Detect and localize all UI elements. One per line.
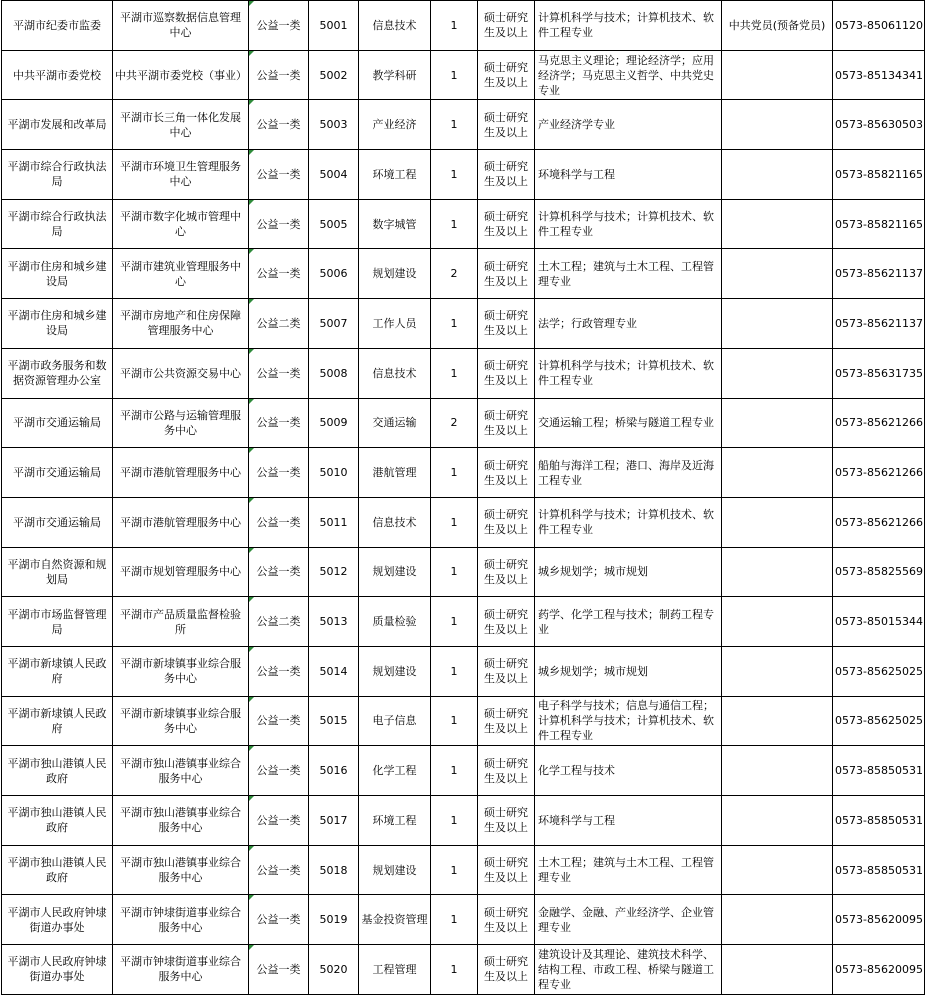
contact-phone-cell: 0573-85630503 bbox=[833, 100, 925, 150]
position-name-cell: 交通运输 bbox=[359, 398, 431, 448]
major-requirement-cell: 城乡规划学；城市规划 bbox=[535, 646, 722, 696]
contact-phone-cell: 0573-85821165 bbox=[833, 150, 925, 200]
headcount-cell: 2 bbox=[431, 249, 478, 299]
other-requirement-cell bbox=[722, 348, 833, 398]
headcount-cell: 1 bbox=[431, 1, 478, 51]
position-code-cell: 5016 bbox=[309, 746, 359, 796]
major-requirement-cell: 计算机科学与技术；计算机技术、软件工程专业 bbox=[535, 497, 722, 547]
contact-phone-cell: 0573-85134341 bbox=[833, 50, 925, 100]
headcount-cell: 1 bbox=[431, 746, 478, 796]
position-code-cell: 5008 bbox=[309, 348, 359, 398]
hiring-unit-cell: 平湖市数字化城市管理中心 bbox=[113, 199, 249, 249]
funding-type-cell: 公益一类 bbox=[249, 646, 309, 696]
other-requirement-cell bbox=[722, 50, 833, 100]
education-cell: 硕士研究生及以上 bbox=[478, 796, 535, 846]
position-code-cell: 5015 bbox=[309, 696, 359, 746]
department-cell: 平湖市综合行政执法局 bbox=[2, 150, 113, 200]
hiring-unit-cell: 平湖市巡察数据信息管理中心 bbox=[113, 1, 249, 51]
education-cell: 硕士研究生及以上 bbox=[478, 398, 535, 448]
contact-phone-cell: 0573-85625025 bbox=[833, 696, 925, 746]
table-row bbox=[2, 646, 925, 696]
department-cell: 平湖市新埭镇人民政府 bbox=[2, 696, 113, 746]
table-row bbox=[2, 249, 925, 299]
table-row bbox=[2, 199, 925, 249]
position-code-cell: 5011 bbox=[309, 497, 359, 547]
education-cell: 硕士研究生及以上 bbox=[478, 50, 535, 100]
department-cell: 平湖市交通运输局 bbox=[2, 448, 113, 498]
education-cell: 硕士研究生及以上 bbox=[478, 497, 535, 547]
hiring-unit-cell: 平湖市建筑业管理服务中心 bbox=[113, 249, 249, 299]
department-cell: 平湖市住房和城乡建设局 bbox=[2, 249, 113, 299]
contact-phone-cell: 0573-85621266 bbox=[833, 448, 925, 498]
table-row bbox=[2, 299, 925, 349]
education-cell: 硕士研究生及以上 bbox=[478, 746, 535, 796]
major-requirement-cell: 城乡规划学；城市规划 bbox=[535, 547, 722, 597]
education-cell: 硕士研究生及以上 bbox=[478, 199, 535, 249]
headcount-cell: 1 bbox=[431, 448, 478, 498]
position-code-cell: 5012 bbox=[309, 547, 359, 597]
contact-phone-cell: 0573-85825569 bbox=[833, 547, 925, 597]
position-code-cell: 5009 bbox=[309, 398, 359, 448]
funding-type-cell: 公益一类 bbox=[249, 696, 309, 746]
hiring-unit-cell: 平湖市独山港镇事业综合服务中心 bbox=[113, 746, 249, 796]
position-code-cell: 5005 bbox=[309, 199, 359, 249]
funding-type-cell: 公益一类 bbox=[249, 497, 309, 547]
department-cell: 平湖市政务服务和数据资源管理办公室 bbox=[2, 348, 113, 398]
contact-phone-cell: 0573-85631735 bbox=[833, 348, 925, 398]
hiring-unit-cell: 平湖市新埭镇事业综合服务中心 bbox=[113, 646, 249, 696]
table-body bbox=[2, 1, 925, 995]
contact-phone-cell: 0573-85061120 bbox=[833, 1, 925, 51]
contact-phone-cell: 0573-85625025 bbox=[833, 646, 925, 696]
major-requirement-cell: 金融学、金融、产业经济学、企业管理专业 bbox=[535, 895, 722, 945]
funding-type-cell: 公益二类 bbox=[249, 597, 309, 647]
department-cell: 平湖市人民政府钟埭街道办事处 bbox=[2, 895, 113, 945]
department-cell: 平湖市人民政府钟埭街道办事处 bbox=[2, 945, 113, 995]
department-cell: 中共平湖市委党校 bbox=[2, 50, 113, 100]
hiring-unit-cell: 平湖市港航管理服务中心 bbox=[113, 497, 249, 547]
funding-type-cell: 公益一类 bbox=[249, 746, 309, 796]
department-cell: 平湖市纪委市监委 bbox=[2, 1, 113, 51]
other-requirement-cell bbox=[722, 945, 833, 995]
major-requirement-cell: 药学、化学工程与技术；制药工程专业 bbox=[535, 597, 722, 647]
major-requirement-cell: 计算机科学与技术；计算机技术、软件工程专业 bbox=[535, 348, 722, 398]
other-requirement-cell bbox=[722, 796, 833, 846]
education-cell: 硕士研究生及以上 bbox=[478, 646, 535, 696]
education-cell: 硕士研究生及以上 bbox=[478, 945, 535, 995]
other-requirement-cell: 中共党员(预备党员) bbox=[722, 1, 833, 51]
hiring-unit-cell: 平湖市房地产和住房保障管理服务中心 bbox=[113, 299, 249, 349]
major-requirement-cell: 计算机科学与技术；计算机技术、软件工程专业 bbox=[535, 199, 722, 249]
department-cell: 平湖市市场监督管理局 bbox=[2, 597, 113, 647]
education-cell: 硕士研究生及以上 bbox=[478, 448, 535, 498]
table-row bbox=[2, 746, 925, 796]
position-code-cell: 5006 bbox=[309, 249, 359, 299]
position-code-cell: 5003 bbox=[309, 100, 359, 150]
funding-type-cell: 公益一类 bbox=[249, 547, 309, 597]
department-cell: 平湖市发展和改革局 bbox=[2, 100, 113, 150]
headcount-cell: 1 bbox=[431, 696, 478, 746]
headcount-cell: 2 bbox=[431, 398, 478, 448]
headcount-cell: 1 bbox=[431, 50, 478, 100]
funding-type-cell: 公益一类 bbox=[249, 796, 309, 846]
contact-phone-cell: 0573-85620095 bbox=[833, 945, 925, 995]
other-requirement-cell bbox=[722, 249, 833, 299]
contact-phone-cell: 0573-85850531 bbox=[833, 845, 925, 895]
department-cell: 平湖市独山港镇人民政府 bbox=[2, 746, 113, 796]
headcount-cell: 1 bbox=[431, 646, 478, 696]
major-requirement-cell: 建筑设计及其理论、建筑技术科学、结构工程、市政工程、桥梁与隧道工程专业 bbox=[535, 945, 722, 995]
headcount-cell: 1 bbox=[431, 100, 478, 150]
other-requirement-cell bbox=[722, 150, 833, 200]
contact-phone-cell: 0573-85621137 bbox=[833, 249, 925, 299]
position-code-cell: 5010 bbox=[309, 448, 359, 498]
major-requirement-cell: 产业经济学专业 bbox=[535, 100, 722, 150]
major-requirement-cell: 马克思主义理论；理论经济学；应用经济学；马克思主义哲学、中共党史专业 bbox=[535, 50, 722, 100]
other-requirement-cell bbox=[722, 845, 833, 895]
table-row bbox=[2, 398, 925, 448]
department-cell: 平湖市住房和城乡建设局 bbox=[2, 299, 113, 349]
position-name-cell: 规划建设 bbox=[359, 646, 431, 696]
major-requirement-cell: 法学；行政管理专业 bbox=[535, 299, 722, 349]
other-requirement-cell bbox=[722, 895, 833, 945]
funding-type-cell: 公益一类 bbox=[249, 249, 309, 299]
position-name-cell: 规划建设 bbox=[359, 547, 431, 597]
table-row bbox=[2, 1, 925, 51]
table-row bbox=[2, 845, 925, 895]
table-row bbox=[2, 547, 925, 597]
headcount-cell: 1 bbox=[431, 150, 478, 200]
position-code-cell: 5019 bbox=[309, 895, 359, 945]
funding-type-cell: 公益一类 bbox=[249, 398, 309, 448]
contact-phone-cell: 0573-85821165 bbox=[833, 199, 925, 249]
position-code-cell: 5004 bbox=[309, 150, 359, 200]
department-cell: 平湖市交通运输局 bbox=[2, 398, 113, 448]
funding-type-cell: 公益一类 bbox=[249, 448, 309, 498]
other-requirement-cell bbox=[722, 100, 833, 150]
hiring-unit-cell: 平湖市环境卫生管理服务中心 bbox=[113, 150, 249, 200]
position-name-cell: 规划建设 bbox=[359, 845, 431, 895]
position-name-cell: 教学科研 bbox=[359, 50, 431, 100]
contact-phone-cell: 0573-85621137 bbox=[833, 299, 925, 349]
major-requirement-cell: 环境科学与工程 bbox=[535, 796, 722, 846]
position-name-cell: 环境工程 bbox=[359, 150, 431, 200]
position-code-cell: 5002 bbox=[309, 50, 359, 100]
headcount-cell: 1 bbox=[431, 199, 478, 249]
hiring-unit-cell: 平湖市独山港镇事业综合服务中心 bbox=[113, 796, 249, 846]
table-row bbox=[2, 696, 925, 746]
position-code-cell: 5020 bbox=[309, 945, 359, 995]
education-cell: 硕士研究生及以上 bbox=[478, 845, 535, 895]
position-name-cell: 化学工程 bbox=[359, 746, 431, 796]
contact-phone-cell: 0573-85850531 bbox=[833, 796, 925, 846]
position-name-cell: 环境工程 bbox=[359, 796, 431, 846]
major-requirement-cell: 环境科学与工程 bbox=[535, 150, 722, 200]
other-requirement-cell bbox=[722, 199, 833, 249]
department-cell: 平湖市独山港镇人民政府 bbox=[2, 796, 113, 846]
contact-phone-cell: 0573-85850531 bbox=[833, 746, 925, 796]
position-name-cell: 电子信息 bbox=[359, 696, 431, 746]
position-name-cell: 港航管理 bbox=[359, 448, 431, 498]
other-requirement-cell bbox=[722, 497, 833, 547]
education-cell: 硕士研究生及以上 bbox=[478, 895, 535, 945]
headcount-cell: 1 bbox=[431, 895, 478, 945]
position-name-cell: 工程管理 bbox=[359, 945, 431, 995]
hiring-unit-cell: 平湖市长三角一体化发展中心 bbox=[113, 100, 249, 150]
hiring-unit-cell: 平湖市钟埭街道事业综合服务中心 bbox=[113, 945, 249, 995]
funding-type-cell: 公益一类 bbox=[249, 1, 309, 51]
table-row bbox=[2, 50, 925, 100]
table-row bbox=[2, 448, 925, 498]
other-requirement-cell bbox=[722, 398, 833, 448]
education-cell: 硕士研究生及以上 bbox=[478, 249, 535, 299]
table-row bbox=[2, 100, 925, 150]
headcount-cell: 1 bbox=[431, 547, 478, 597]
position-name-cell: 数字城管 bbox=[359, 199, 431, 249]
table-row bbox=[2, 597, 925, 647]
headcount-cell: 1 bbox=[431, 845, 478, 895]
funding-type-cell: 公益一类 bbox=[249, 348, 309, 398]
position-code-cell: 5007 bbox=[309, 299, 359, 349]
funding-type-cell: 公益一类 bbox=[249, 100, 309, 150]
position-name-cell: 规划建设 bbox=[359, 249, 431, 299]
department-cell: 平湖市综合行政执法局 bbox=[2, 199, 113, 249]
position-code-cell: 5013 bbox=[309, 597, 359, 647]
funding-type-cell: 公益一类 bbox=[249, 845, 309, 895]
funding-type-cell: 公益一类 bbox=[249, 150, 309, 200]
contact-phone-cell: 0573-85621266 bbox=[833, 398, 925, 448]
contact-phone-cell: 0573-85620095 bbox=[833, 895, 925, 945]
position-name-cell: 质量检验 bbox=[359, 597, 431, 647]
education-cell: 硕士研究生及以上 bbox=[478, 696, 535, 746]
position-code-cell: 5014 bbox=[309, 646, 359, 696]
education-cell: 硕士研究生及以上 bbox=[478, 348, 535, 398]
education-cell: 硕士研究生及以上 bbox=[478, 150, 535, 200]
position-name-cell: 产业经济 bbox=[359, 100, 431, 150]
recruitment-table bbox=[1, 0, 925, 995]
hiring-unit-cell: 平湖市新埭镇事业综合服务中心 bbox=[113, 696, 249, 746]
hiring-unit-cell: 平湖市公路与运输管理服务中心 bbox=[113, 398, 249, 448]
table-row bbox=[2, 945, 925, 995]
education-cell: 硕士研究生及以上 bbox=[478, 100, 535, 150]
table-row bbox=[2, 796, 925, 846]
position-name-cell: 工作人员 bbox=[359, 299, 431, 349]
other-requirement-cell bbox=[722, 646, 833, 696]
position-code-cell: 5017 bbox=[309, 796, 359, 846]
position-code-cell: 5001 bbox=[309, 1, 359, 51]
headcount-cell: 1 bbox=[431, 945, 478, 995]
hiring-unit-cell: 中共平湖市委党校（事业） bbox=[113, 50, 249, 100]
other-requirement-cell bbox=[722, 547, 833, 597]
other-requirement-cell bbox=[722, 746, 833, 796]
funding-type-cell: 公益一类 bbox=[249, 945, 309, 995]
funding-type-cell: 公益一类 bbox=[249, 199, 309, 249]
funding-type-cell: 公益一类 bbox=[249, 895, 309, 945]
education-cell: 硕士研究生及以上 bbox=[478, 597, 535, 647]
major-requirement-cell: 电子科学与技术；信息与通信工程；计算机科学与技术；计算机技术、软件工程专业 bbox=[535, 696, 722, 746]
table-row bbox=[2, 150, 925, 200]
hiring-unit-cell: 平湖市钟埭街道事业综合服务中心 bbox=[113, 895, 249, 945]
hiring-unit-cell: 平湖市公共资源交易中心 bbox=[113, 348, 249, 398]
hiring-unit-cell: 平湖市独山港镇事业综合服务中心 bbox=[113, 845, 249, 895]
headcount-cell: 1 bbox=[431, 796, 478, 846]
table-row bbox=[2, 348, 925, 398]
position-name-cell: 基金投资管理 bbox=[359, 895, 431, 945]
position-name-cell: 信息技术 bbox=[359, 497, 431, 547]
department-cell: 平湖市新埭镇人民政府 bbox=[2, 646, 113, 696]
position-code-cell: 5018 bbox=[309, 845, 359, 895]
other-requirement-cell bbox=[722, 696, 833, 746]
major-requirement-cell: 土木工程；建筑与土木工程、工程管理专业 bbox=[535, 249, 722, 299]
other-requirement-cell bbox=[722, 299, 833, 349]
education-cell: 硕士研究生及以上 bbox=[478, 547, 535, 597]
hiring-unit-cell: 平湖市产品质量监督检验所 bbox=[113, 597, 249, 647]
table-row bbox=[2, 895, 925, 945]
contact-phone-cell: 0573-85015344 bbox=[833, 597, 925, 647]
table-row bbox=[2, 497, 925, 547]
headcount-cell: 1 bbox=[431, 299, 478, 349]
other-requirement-cell bbox=[722, 448, 833, 498]
department-cell: 平湖市交通运输局 bbox=[2, 497, 113, 547]
headcount-cell: 1 bbox=[431, 597, 478, 647]
funding-type-cell: 公益二类 bbox=[249, 299, 309, 349]
education-cell: 硕士研究生及以上 bbox=[478, 299, 535, 349]
major-requirement-cell: 交通运输工程；桥梁与隧道工程专业 bbox=[535, 398, 722, 448]
hiring-unit-cell: 平湖市规划管理服务中心 bbox=[113, 547, 249, 597]
position-name-cell: 信息技术 bbox=[359, 1, 431, 51]
contact-phone-cell: 0573-85621266 bbox=[833, 497, 925, 547]
position-name-cell: 信息技术 bbox=[359, 348, 431, 398]
major-requirement-cell: 船舶与海洋工程；港口、海岸及近海工程专业 bbox=[535, 448, 722, 498]
other-requirement-cell bbox=[722, 597, 833, 647]
funding-type-cell: 公益一类 bbox=[249, 50, 309, 100]
department-cell: 平湖市独山港镇人民政府 bbox=[2, 845, 113, 895]
major-requirement-cell: 化学工程与技术 bbox=[535, 746, 722, 796]
headcount-cell: 1 bbox=[431, 348, 478, 398]
major-requirement-cell: 土木工程；建筑与土木工程、工程管理专业 bbox=[535, 845, 722, 895]
department-cell: 平湖市自然资源和规划局 bbox=[2, 547, 113, 597]
headcount-cell: 1 bbox=[431, 497, 478, 547]
major-requirement-cell: 计算机科学与技术；计算机技术、软件工程专业 bbox=[535, 1, 722, 51]
hiring-unit-cell: 平湖市港航管理服务中心 bbox=[113, 448, 249, 498]
education-cell: 硕士研究生及以上 bbox=[478, 1, 535, 51]
